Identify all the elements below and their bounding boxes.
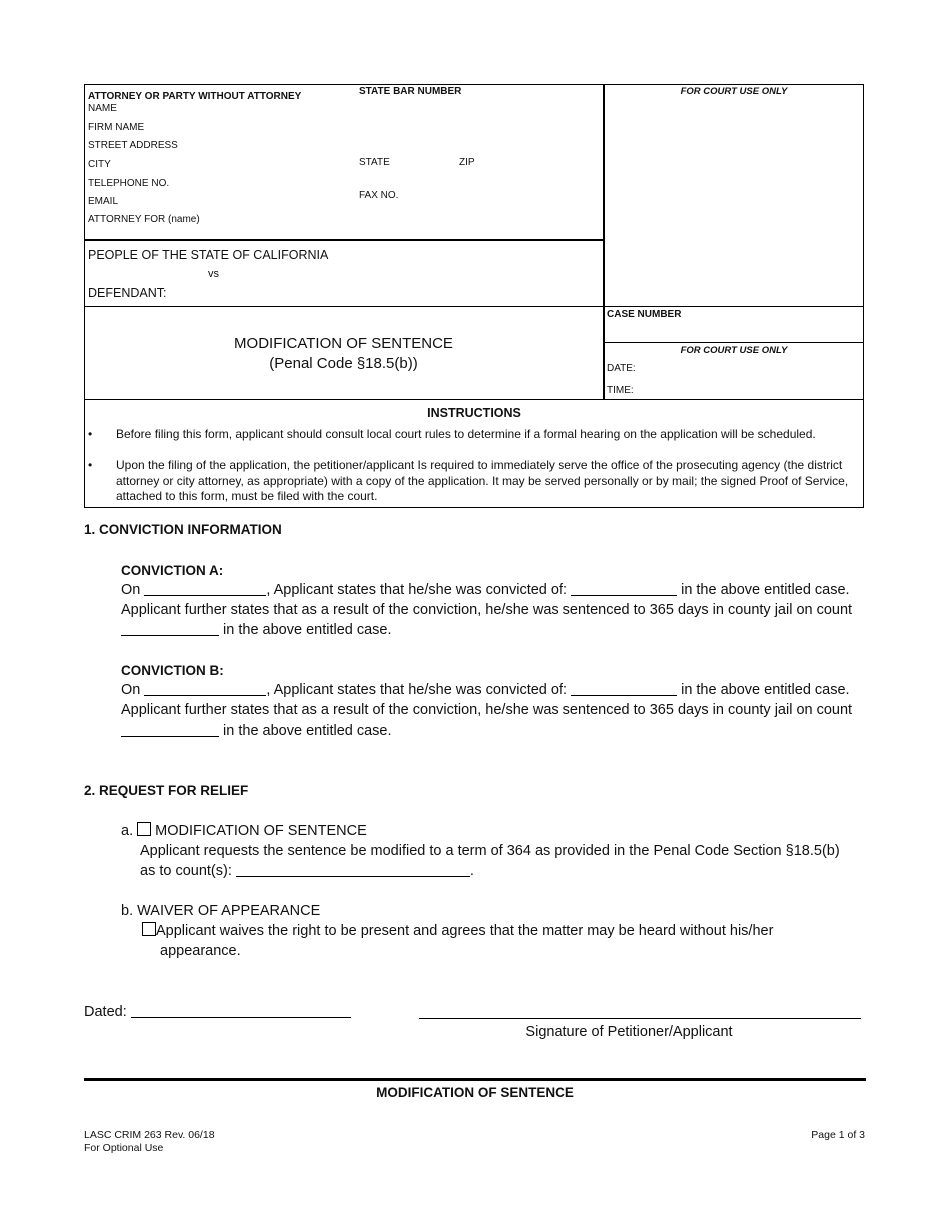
- instructions-heading: INSTRUCTIONS: [427, 406, 521, 420]
- instruction-text: Before filing this form, applicant should consult local court rules to determine if a formal hearing on the application will be scheduled.: [116, 427, 816, 441]
- optional-use: For Optional Use: [84, 1142, 164, 1154]
- attorney-label: ATTORNEY OR PARTY WITHOUT ATTORNEY: [88, 91, 302, 102]
- signature-line[interactable]: [419, 1018, 861, 1019]
- in-case-text: in the above entitled case.: [681, 582, 850, 598]
- conviction-b-count-blank[interactable]: [121, 723, 219, 737]
- conviction-b-line1: [121, 680, 850, 700]
- time-label: TIME:: [607, 385, 634, 396]
- bullet: •: [88, 427, 93, 441]
- form-title: MODIFICATION OF SENTENCE: [234, 335, 453, 352]
- defendant-label: DEFENDANT:: [88, 286, 167, 300]
- conviction-a-date-blank[interactable]: [144, 582, 266, 596]
- state-label: STATE: [359, 157, 390, 168]
- dated-label: Dated:: [84, 1004, 127, 1020]
- conviction-a-label: CONVICTION A:: [121, 563, 224, 578]
- section2-heading: 2. REQUEST FOR RELIEF: [84, 783, 249, 798]
- conviction-a-line1: [121, 580, 850, 600]
- page-number: Page 1 of 3: [811, 1129, 865, 1141]
- instruction-text: Upon the filing of the application, the petitioner/applicant Is required to immediately serve the office of the prosecuting agency (the district attorney or city attorney, as appropriate) with a copy of the application. It may be served personally or by mail; the signed Proof of Service, attached to this form, must be filed with the court.: [116, 458, 849, 503]
- email-label: EMAIL: [88, 196, 119, 207]
- case-number-bottom: [603, 342, 864, 343]
- state-bar-label: STATE BAR NUMBER: [359, 86, 462, 97]
- firm-name-label: FIRM NAME: [88, 122, 145, 133]
- conviction-b-date-blank[interactable]: [144, 682, 266, 696]
- item-b-marker: b.: [121, 903, 134, 919]
- modification-checkbox[interactable]: [137, 822, 151, 836]
- parties-section-bottom: [84, 306, 864, 307]
- on-label: On: [121, 582, 141, 598]
- counts-blank[interactable]: [236, 863, 470, 877]
- title-section-bottom: [84, 399, 864, 400]
- waiver-text-cont: appearance.: [160, 943, 241, 959]
- counts-period: .: [469, 863, 474, 879]
- modification-title: MODIFICATION OF SENTENCE: [155, 823, 367, 839]
- form-subtitle: (Penal Code §18.5(b)): [269, 355, 418, 372]
- conviction-b-line3: [121, 721, 392, 741]
- conviction-b-offense-blank[interactable]: [571, 682, 677, 696]
- city-label: CITY: [88, 159, 111, 170]
- item-a-marker: a.: [121, 823, 134, 839]
- bullet: •: [88, 458, 93, 472]
- waiver-text: Applicant waives the right to be present and agrees that the matter may be heard without his/her: [156, 923, 774, 939]
- zip-label: ZIP: [459, 157, 475, 168]
- court-use-label-top: FOR COURT USE ONLY: [680, 86, 788, 97]
- in-case-text: in the above entitled case.: [223, 723, 392, 739]
- case-number-label: CASE NUMBER: [607, 309, 682, 320]
- section1-heading: 1. CONVICTION INFORMATION: [84, 522, 282, 537]
- waiver-checkbox[interactable]: [142, 922, 156, 936]
- name-label: NAME: [88, 103, 117, 114]
- conviction-a-line2: Applicant further states that as a result of the conviction, he/she was sentenced to 365 days in county jail on count: [121, 602, 853, 618]
- signature-label: Signature of Petitioner/Applicant: [525, 1024, 733, 1040]
- modification-text: Applicant requests the sentence be modified to a term of 364 as provided in the Penal Code Section §18.5(b): [140, 843, 840, 859]
- street-address-label: STREET ADDRESS: [88, 140, 178, 151]
- attorney-for-label: ATTORNEY FOR (name): [88, 214, 200, 225]
- caption-box: [84, 84, 864, 508]
- fax-label: FAX NO.: [359, 190, 399, 201]
- waiver-title: WAIVER OF APPEARANCE: [137, 903, 321, 919]
- dated-row: [84, 1002, 351, 1022]
- footer-title: MODIFICATION OF SENTENCE: [376, 1085, 574, 1100]
- conviction-a-count-blank[interactable]: [121, 622, 219, 636]
- plaintiff-name: PEOPLE OF THE STATE OF CALIFORNIA: [88, 248, 329, 262]
- relief-b-row: [121, 901, 320, 921]
- waiver-row: [142, 921, 773, 941]
- in-case-text: in the above entitled case.: [223, 622, 392, 638]
- conviction-a-line3: [121, 620, 392, 640]
- applicant-states-text: , Applicant states that he/she was convicted of:: [266, 682, 568, 698]
- on-label: On: [121, 682, 141, 698]
- date-label: DATE:: [607, 363, 636, 374]
- attorney-section-bottom: [84, 239, 604, 241]
- court-use-label-bottom: FOR COURT USE ONLY: [680, 345, 788, 356]
- form-id: LASC CRIM 263 Rev. 06/18: [84, 1129, 215, 1141]
- dated-blank[interactable]: [131, 1004, 351, 1018]
- versus-label: vs: [208, 268, 219, 280]
- conviction-b-label: CONVICTION B:: [121, 663, 224, 678]
- relief-a-row: [121, 821, 367, 841]
- conviction-a-offense-blank[interactable]: [571, 582, 677, 596]
- telephone-label: TELEPHONE NO.: [88, 178, 170, 189]
- applicant-states-text: , Applicant states that he/she was convicted of:: [266, 582, 568, 598]
- conviction-b-line2: Applicant further states that as a result of the conviction, he/she was sentenced to 365 days in county jail on count: [121, 702, 853, 718]
- in-case-text: in the above entitled case.: [681, 682, 850, 698]
- counts-row: [140, 861, 474, 881]
- counts-label: as to count(s):: [140, 863, 232, 879]
- footer-rule: [84, 1078, 866, 1081]
